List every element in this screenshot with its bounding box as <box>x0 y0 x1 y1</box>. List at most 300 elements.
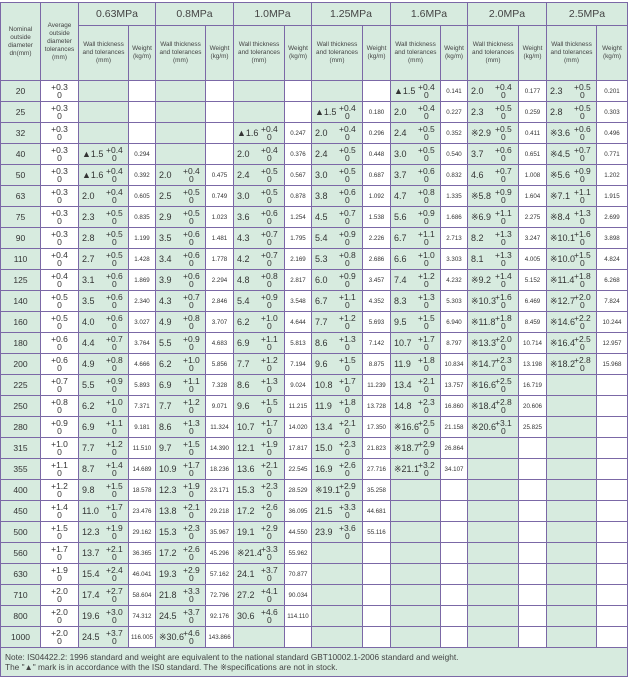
upper-tolerance: +1.7 <box>261 418 278 428</box>
weight-cell: 0.605 <box>129 186 156 207</box>
upper-tolerance: +1.2 <box>261 355 278 365</box>
weight-cell: 1.538 <box>363 207 391 228</box>
lower-tolerance: 0 <box>189 384 194 394</box>
average-tolerance <box>41 165 79 186</box>
weight-cell: 11.324 <box>206 417 234 438</box>
nominal-diameter: 63 <box>1 186 41 207</box>
weight-cell: 1.778 <box>206 249 234 270</box>
table-row <box>1 354 628 375</box>
upper-tolerance: +0.6 <box>51 334 68 344</box>
wall-thickness: 17.2 <box>159 548 177 558</box>
lower-tolerance: 0 <box>57 384 62 394</box>
lower-tolerance: 0 <box>112 573 117 583</box>
wall-thickness: 13.7 <box>82 548 100 558</box>
wall-thickness: 8.6 <box>237 380 250 390</box>
weight-cell: 2.340 <box>129 291 156 312</box>
weight-cell: 25.825 <box>519 417 547 438</box>
weight-cell: 72.796 <box>206 585 234 606</box>
lower-tolerance: 0 <box>501 258 506 268</box>
lower-tolerance: 0 <box>57 426 62 436</box>
tolerance <box>106 335 123 351</box>
wall-thickness-cell <box>156 627 206 648</box>
wall-thickness-cell <box>547 354 597 375</box>
wall-thickness: 13.4 <box>315 422 333 432</box>
lower-tolerance: 0 <box>345 153 350 163</box>
wall-thickness-cell <box>312 417 363 438</box>
empty-cell <box>468 606 519 627</box>
empty-cell <box>597 627 628 648</box>
wall-thickness: 9.8 <box>82 485 95 495</box>
weight-cell: 10.834 <box>441 354 468 375</box>
weight-cell: 17.350 <box>363 417 391 438</box>
wall-thickness: 2.3 <box>550 86 563 96</box>
empty-cell <box>441 606 468 627</box>
tolerance <box>418 398 435 414</box>
lower-tolerance: 0 <box>580 321 585 331</box>
tolerance <box>51 461 68 477</box>
empty-cell <box>468 564 519 585</box>
tolerance <box>574 83 591 99</box>
upper-tolerance: +0.6 <box>51 355 68 365</box>
wall-thickness: ※9.2 <box>471 274 492 285</box>
empty-cell <box>79 102 129 123</box>
empty-cell <box>519 564 547 585</box>
upper-tolerance: +0.5 <box>106 229 123 239</box>
wall-thickness: 13.4 <box>394 380 412 390</box>
tolerance <box>261 335 278 351</box>
lower-tolerance: 0 <box>189 594 194 604</box>
weight-header: Weight (kg/m) <box>285 26 312 81</box>
wall-thickness-cell <box>547 312 597 333</box>
wall-thickness-cell <box>312 207 363 228</box>
empty-cell <box>597 375 628 396</box>
tolerance <box>418 314 435 330</box>
lower-tolerance: 0 <box>267 237 272 247</box>
tolerance <box>261 314 278 330</box>
wall-thickness-cell <box>391 312 441 333</box>
wall-thickness-cell <box>79 249 129 270</box>
tolerance <box>418 209 435 225</box>
upper-tolerance: +0.8 <box>51 397 68 407</box>
wall-thickness: ※16.6 <box>394 421 420 432</box>
weight-cell: 2.713 <box>441 228 468 249</box>
wall-thickness-cell <box>312 249 363 270</box>
upper-tolerance: +0.3 <box>51 208 68 218</box>
lower-tolerance: 0 <box>267 552 272 562</box>
weight-cell: 13.728 <box>363 396 391 417</box>
wall-thickness: 3.7 <box>394 170 407 180</box>
tolerance <box>51 272 68 288</box>
weight-cell: 0.651 <box>519 144 547 165</box>
wall-thickness: 30.6 <box>237 611 255 621</box>
tolerance <box>51 377 68 393</box>
tolerance <box>106 146 123 162</box>
tolerance <box>106 440 123 456</box>
weight-cell: 14.020 <box>285 417 312 438</box>
lower-tolerance: 0 <box>345 363 350 373</box>
tolerance <box>51 440 68 456</box>
wall-thickness-cell <box>156 522 206 543</box>
tolerance <box>261 356 278 372</box>
wall-thickness-cell <box>234 270 285 291</box>
lower-tolerance: 0 <box>112 174 117 184</box>
weight-cell: 3.457 <box>363 270 391 291</box>
wall-thickness: 2.0 <box>237 149 250 159</box>
lower-tolerance: 0 <box>267 258 272 268</box>
wall-thickness: ※5.8 <box>471 190 492 201</box>
weight-cell: 0.247 <box>285 123 312 144</box>
lower-tolerance: 0 <box>57 216 62 226</box>
lower-tolerance: 0 <box>345 405 350 415</box>
lower-tolerance: 0 <box>57 510 62 520</box>
weight-cell: 22.545 <box>285 459 312 480</box>
empty-cell <box>363 81 391 102</box>
wall-thickness-cell <box>468 228 519 249</box>
tolerance <box>495 104 512 120</box>
wall-thickness: 3.0 <box>237 191 250 201</box>
weight-cell: 57.162 <box>206 564 234 585</box>
average-tolerance <box>41 312 79 333</box>
upper-tolerance: +1.8 <box>339 397 356 407</box>
weight-cell: 46.041 <box>129 564 156 585</box>
weight-cell: 70.877 <box>285 564 312 585</box>
upper-tolerance: +0.8 <box>261 271 278 281</box>
wall-thickness: ※12.7 <box>550 295 576 306</box>
wall-thickness: ※18.7 <box>394 442 420 453</box>
upper-tolerance: +0.9 <box>418 208 435 218</box>
upper-tolerance: +2.5 <box>574 334 591 344</box>
empty-cell <box>391 480 441 501</box>
lower-tolerance: 0 <box>57 594 62 604</box>
lower-tolerance: 0 <box>267 216 272 226</box>
lower-tolerance: 0 <box>580 300 585 310</box>
lower-tolerance: 0 <box>112 531 117 541</box>
upper-tolerance: +1.7 <box>106 502 123 512</box>
tolerance <box>339 377 356 393</box>
empty-cell <box>547 564 597 585</box>
upper-tolerance: +0.4 <box>418 103 435 113</box>
tolerance <box>106 629 123 645</box>
weight-cell: 0.771 <box>597 144 628 165</box>
empty-cell <box>285 627 312 648</box>
wall-thickness: ※18.4 <box>471 400 497 411</box>
lower-tolerance: 0 <box>189 174 194 184</box>
wall-thickness: ※10.3 <box>471 295 497 306</box>
upper-tolerance: +1.5 <box>339 355 356 365</box>
weight-cell: 10.244 <box>597 312 628 333</box>
wall-thickness: 3.6 <box>237 212 250 222</box>
tolerance <box>339 524 356 540</box>
average-tolerance <box>41 522 79 543</box>
wall-thickness-cell <box>79 564 129 585</box>
wall-thickness-header: Wall thickness and tolerances (mm) <box>468 26 519 81</box>
lower-tolerance: 0 <box>345 195 350 205</box>
wall-thickness-cell <box>234 207 285 228</box>
upper-tolerance: +0.7 <box>339 208 356 218</box>
empty-cell <box>156 102 206 123</box>
upper-tolerance: +1.3 <box>574 208 591 218</box>
wall-thickness: 14.8 <box>394 401 412 411</box>
upper-tolerance: +0.3 <box>51 145 68 155</box>
table-row <box>1 333 628 354</box>
wall-thickness-cell <box>391 81 441 102</box>
wall-thickness-cell <box>468 417 519 438</box>
weight-cell: 29.162 <box>129 522 156 543</box>
wall-thickness: 7.7 <box>159 401 172 411</box>
upper-tolerance: +1.5 <box>51 523 68 533</box>
upper-tolerance: +1.5 <box>418 313 435 323</box>
wall-thickness: 6.7 <box>394 233 407 243</box>
lower-tolerance: 0 <box>424 90 429 100</box>
lower-tolerance: 0 <box>580 111 585 121</box>
weight-cell: 58.604 <box>129 585 156 606</box>
upper-tolerance: +0.9 <box>106 376 123 386</box>
upper-tolerance: +0.6 <box>183 271 200 281</box>
upper-tolerance: +1.9 <box>51 565 68 575</box>
table-row <box>1 228 628 249</box>
upper-tolerance: +1.2 <box>339 313 356 323</box>
lower-tolerance: 0 <box>112 342 117 352</box>
lower-tolerance: 0 <box>189 237 194 247</box>
tolerance <box>183 524 200 540</box>
tolerance <box>261 251 278 267</box>
wall-thickness-cell <box>234 417 285 438</box>
tolerance <box>106 461 123 477</box>
empty-cell <box>312 627 363 648</box>
lower-tolerance: 0 <box>580 258 585 268</box>
wall-thickness-cell <box>234 144 285 165</box>
upper-tolerance: +2.4 <box>106 565 123 575</box>
tolerance <box>339 419 356 435</box>
weight-cell: 1.428 <box>129 249 156 270</box>
weight-cell: 2.169 <box>285 249 312 270</box>
nominal-diameter: 280 <box>1 417 41 438</box>
wall-thickness-cell <box>79 207 129 228</box>
tolerance <box>51 230 68 246</box>
wall-thickness: 15.3 <box>237 485 255 495</box>
tolerance <box>261 461 278 477</box>
lower-tolerance: 0 <box>345 531 350 541</box>
tolerance <box>106 524 123 540</box>
nominal-diameter: 800 <box>1 606 41 627</box>
nominal-diameter: 225 <box>1 375 41 396</box>
wall-thickness: 5.5 <box>159 338 172 348</box>
lower-tolerance: 0 <box>189 405 194 415</box>
tolerance <box>51 167 68 183</box>
upper-tolerance: +3.3 <box>183 586 200 596</box>
tolerance <box>339 398 356 414</box>
average-tolerance <box>41 543 79 564</box>
wall-thickness: 8.7 <box>82 464 95 474</box>
wall-thickness-cell <box>391 186 441 207</box>
table-row <box>1 501 628 522</box>
weight-cell: 0.180 <box>363 102 391 123</box>
upper-tolerance: +0.3 <box>51 103 68 113</box>
tolerance <box>106 230 123 246</box>
lower-tolerance: 0 <box>345 174 350 184</box>
wall-thickness-cell <box>468 207 519 228</box>
weight-cell: 34.107 <box>441 459 468 480</box>
tolerance <box>51 545 68 561</box>
wall-thickness-cell <box>234 396 285 417</box>
wall-thickness-cell <box>156 249 206 270</box>
tolerance <box>261 419 278 435</box>
wall-thickness-cell <box>234 228 285 249</box>
weight-cell: 74.312 <box>129 606 156 627</box>
upper-tolerance: +1.5 <box>106 481 123 491</box>
upper-tolerance: +0.4 <box>106 166 123 176</box>
wall-thickness: 9.7 <box>159 443 172 453</box>
empty-cell <box>129 102 156 123</box>
wall-thickness: 4.2 <box>237 254 250 264</box>
weight-cell: 0.141 <box>441 81 468 102</box>
lower-tolerance: 0 <box>580 237 585 247</box>
wall-thickness: 2.0 <box>315 128 328 138</box>
tolerance <box>183 461 200 477</box>
upper-tolerance: +1.0 <box>51 439 68 449</box>
weight-cell: 1.915 <box>597 186 628 207</box>
empty-cell <box>312 543 363 564</box>
upper-tolerance: +0.6 <box>261 208 278 218</box>
wall-thickness-cell <box>234 375 285 396</box>
wall-thickness-cell <box>391 207 441 228</box>
tolerance <box>339 356 356 372</box>
tolerance <box>418 104 435 120</box>
upper-tolerance: +0.6 <box>418 166 435 176</box>
weight-cell: 4.644 <box>285 312 312 333</box>
weight-cell: 17.817 <box>285 438 312 459</box>
tolerance <box>261 566 278 582</box>
lower-tolerance: 0 <box>189 363 194 373</box>
tolerance <box>51 503 68 519</box>
empty-cell <box>519 606 547 627</box>
weight-cell: 16.719 <box>519 375 547 396</box>
weight-cell: 2.226 <box>363 228 391 249</box>
wall-thickness: ※6.9 <box>471 211 492 222</box>
tolerance <box>183 587 200 603</box>
note-line-1: Note: IS04422.2: 1996 standard and weight are equivalent to the national standard GBT10002.1-2006 standard and weight. <box>5 652 459 662</box>
empty-cell <box>597 606 628 627</box>
lower-tolerance: 0 <box>189 447 194 457</box>
weight-cell: 0.448 <box>363 144 391 165</box>
average-tolerance <box>41 123 79 144</box>
weight-cell: 0.540 <box>441 144 468 165</box>
tolerance <box>183 209 200 225</box>
weight-cell: 9.071 <box>206 396 234 417</box>
average-tolerance <box>41 375 79 396</box>
empty-cell <box>597 585 628 606</box>
wall-thickness: 5.3 <box>315 254 328 264</box>
nominal-diameter: 710 <box>1 585 41 606</box>
wall-thickness-cell <box>234 186 285 207</box>
weight-cell: 2.686 <box>363 249 391 270</box>
lower-tolerance: 0 <box>189 636 194 646</box>
upper-tolerance: +1.1 <box>495 208 512 218</box>
tolerance <box>495 83 512 99</box>
tolerance <box>418 251 435 267</box>
wall-thickness-cell <box>468 396 519 417</box>
upper-tolerance: +1.0 <box>183 355 200 365</box>
nominal-diameter: 315 <box>1 438 41 459</box>
weight-cell: 11.239 <box>363 375 391 396</box>
tolerance <box>261 482 278 498</box>
empty-cell <box>285 102 312 123</box>
tolerance <box>261 188 278 204</box>
upper-tolerance: +0.7 <box>261 229 278 239</box>
lower-tolerance: 0 <box>57 531 62 541</box>
nominal-diameter: 450 <box>1 501 41 522</box>
wall-thickness: 19.3 <box>159 569 177 579</box>
empty-cell <box>79 81 129 102</box>
upper-tolerance: +0.9 <box>183 334 200 344</box>
upper-tolerance: +2.0 <box>51 586 68 596</box>
lower-tolerance: 0 <box>189 300 194 310</box>
lower-tolerance: 0 <box>112 384 117 394</box>
upper-tolerance: +1.3 <box>339 334 356 344</box>
wall-thickness-cell <box>312 375 363 396</box>
lower-tolerance: 0 <box>112 279 117 289</box>
weight-cell: 3.764 <box>129 333 156 354</box>
average-tolerance <box>41 186 79 207</box>
pipe-spec-table <box>0 2 628 677</box>
wall-thickness: 15.4 <box>82 569 100 579</box>
lower-tolerance: 0 <box>267 279 272 289</box>
wall-thickness-cell <box>468 165 519 186</box>
empty-cell <box>391 585 441 606</box>
wall-thickness: ※19.1 <box>315 484 341 495</box>
weight-cell: 9.024 <box>285 375 312 396</box>
upper-tolerance: +3.7 <box>261 565 278 575</box>
weight-cell: 5.152 <box>519 270 547 291</box>
weight-cell: 0.496 <box>597 123 628 144</box>
wall-thickness: ※7.1 <box>550 190 571 201</box>
upper-tolerance: +1.1 <box>339 292 356 302</box>
upper-tolerance: +1.9 <box>183 481 200 491</box>
lower-tolerance: 0 <box>424 174 429 184</box>
tolerance <box>495 251 512 267</box>
weight-cell: 7.824 <box>597 291 628 312</box>
table-row <box>1 270 628 291</box>
lower-tolerance: 0 <box>424 405 429 415</box>
upper-tolerance: +0.9 <box>51 418 68 428</box>
tolerance <box>574 146 591 162</box>
upper-tolerance: +0.8 <box>418 187 435 197</box>
lower-tolerance: 0 <box>267 321 272 331</box>
wall-thickness-cell <box>391 396 441 417</box>
upper-tolerance: +1.1 <box>261 334 278 344</box>
tolerance <box>495 230 512 246</box>
empty-cell <box>391 627 441 648</box>
lower-tolerance: 0 <box>112 489 117 499</box>
wall-thickness: 4.3 <box>159 296 172 306</box>
tolerance <box>495 146 512 162</box>
nominal-diameter: 200 <box>1 354 41 375</box>
wall-thickness: ▲1.6 <box>82 170 104 180</box>
tolerance <box>261 146 278 162</box>
upper-tolerance: +0.9 <box>339 271 356 281</box>
average-tolerance <box>41 249 79 270</box>
empty-cell <box>206 123 234 144</box>
lower-tolerance: 0 <box>189 573 194 583</box>
tolerance <box>418 83 435 99</box>
weight-cell: 7.371 <box>129 396 156 417</box>
upper-tolerance: +2.9 <box>418 439 435 449</box>
wall-thickness-cell <box>468 291 519 312</box>
wall-thickness: 4.9 <box>82 359 95 369</box>
weight-cell: 4.352 <box>363 291 391 312</box>
wall-thickness: 3.9 <box>159 275 172 285</box>
tolerance <box>106 503 123 519</box>
